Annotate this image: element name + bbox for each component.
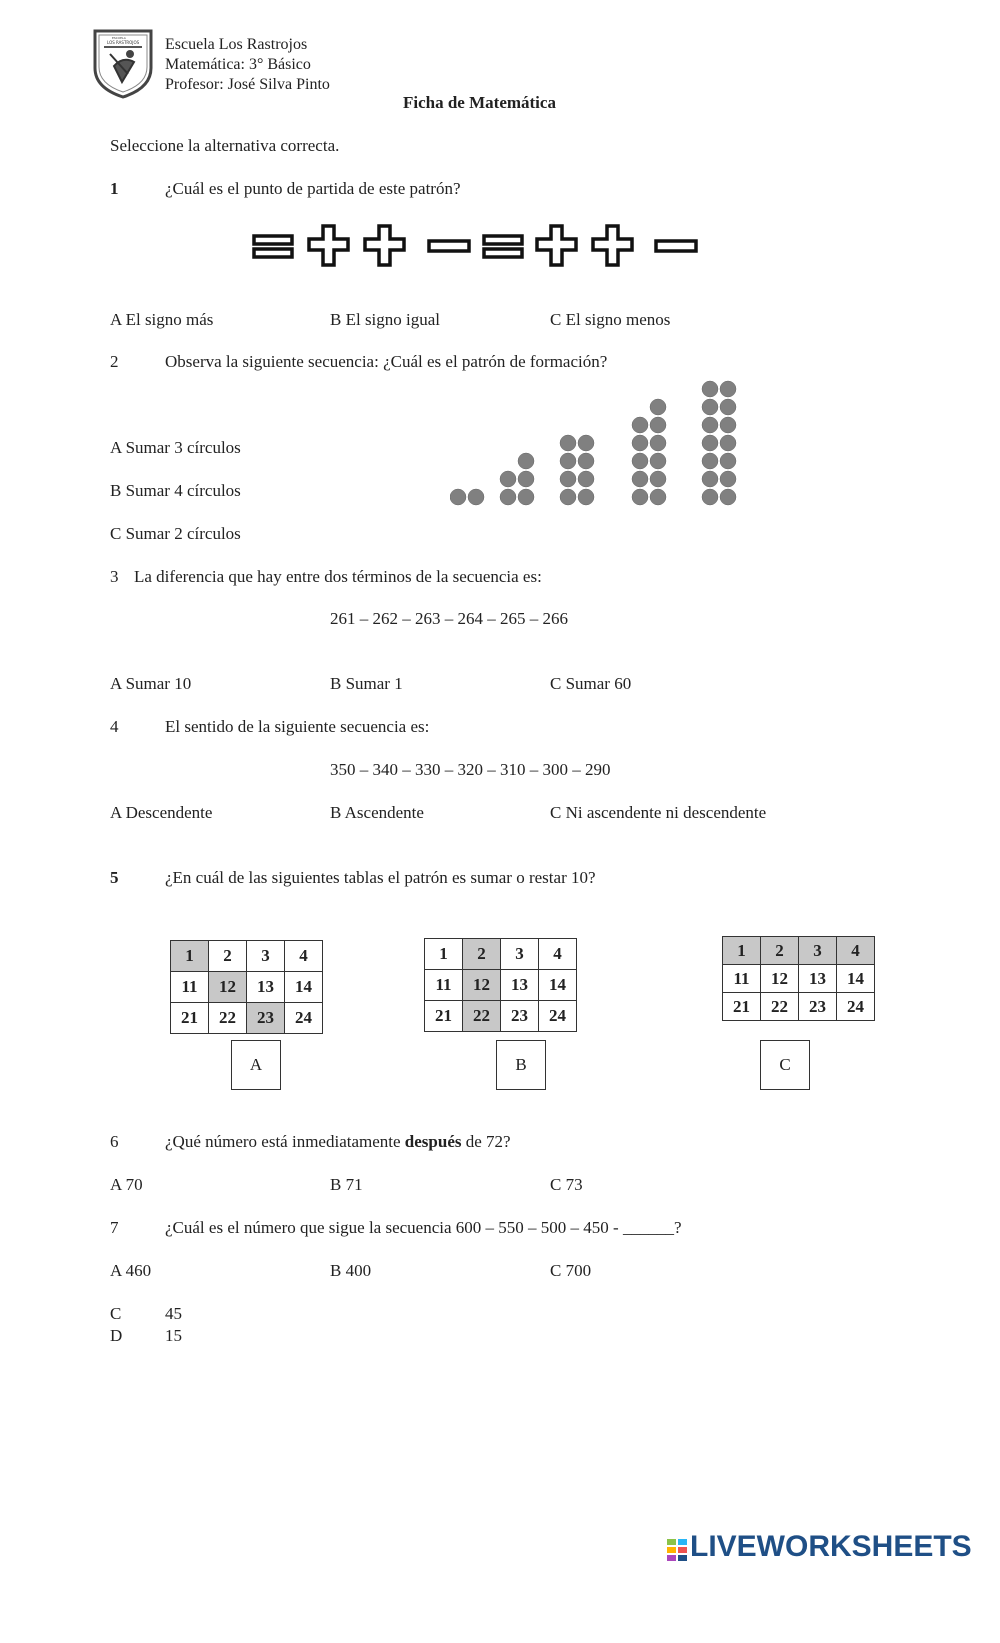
table-cell: 14: [539, 970, 577, 1001]
table-cell: 13: [799, 965, 837, 993]
dot: [578, 489, 594, 505]
table-cell: 2: [209, 941, 247, 972]
subject-line: Matemática: 3° Básico: [165, 56, 311, 73]
dot: [650, 399, 666, 415]
table-cell: 12: [761, 965, 799, 993]
q5-answer-box-a[interactable]: A: [231, 1040, 281, 1090]
q6-option-a[interactable]: A 70: [110, 1175, 143, 1194]
table-cell: 24: [539, 1001, 577, 1032]
school-name: Escuela Los Rastrojos: [165, 36, 308, 53]
dot: [702, 381, 718, 397]
dot: [632, 453, 648, 469]
table-cell: 2: [463, 939, 501, 970]
q7-option-a[interactable]: A 460: [110, 1261, 152, 1280]
table-cell: 22: [209, 1003, 247, 1034]
table-cell: 23: [799, 993, 837, 1021]
table-cell: 3: [247, 941, 285, 972]
q1-option-a[interactable]: A El signo más: [110, 310, 214, 329]
minus-sign-icon: [656, 241, 696, 251]
dot: [500, 489, 516, 505]
dot-group: [702, 381, 736, 505]
table-cell: 22: [463, 1001, 501, 1032]
plus-sign-icon: [309, 226, 348, 265]
q4-sequence: 350 – 340 – 330 – 320 – 310 – 300 – 290: [330, 760, 611, 779]
dot: [650, 453, 666, 469]
dot: [702, 489, 718, 505]
dot: [578, 453, 594, 469]
dot: [468, 489, 484, 505]
dot: [632, 471, 648, 487]
extra-letter-c: C: [110, 1304, 122, 1323]
footer-brand[interactable]: LIVEWORKSHEETS: [690, 1530, 972, 1563]
table-cell: 11: [171, 972, 209, 1003]
q1-sign-pattern: [250, 222, 700, 270]
table-cell: 11: [425, 970, 463, 1001]
plus-sign-icon: [537, 226, 576, 265]
q3-option-c[interactable]: C Sumar 60: [550, 674, 632, 693]
crest-text-top: ESCUELA: [112, 36, 126, 40]
table-cell: 4: [837, 937, 875, 965]
dot-group: [500, 453, 534, 505]
q6-text-after: de 72?: [461, 1132, 511, 1151]
q6-text: [165, 1132, 511, 1152]
dot: [632, 435, 648, 451]
q5-table-a: [170, 940, 323, 1034]
table-cell: 11: [723, 965, 761, 993]
table-cell: 12: [209, 972, 247, 1003]
q6-text-bold: después: [404, 1132, 462, 1151]
q7-number: 7: [110, 1218, 119, 1237]
crest-text: LOS RASTROJOS: [107, 40, 140, 45]
q3-sequence: 261 – 262 – 263 – 264 – 265 – 266: [330, 609, 568, 628]
q3-option-a[interactable]: A Sumar 10: [110, 674, 192, 693]
q5-answer-box-c[interactable]: C: [760, 1040, 810, 1090]
extra-value-c: 45: [165, 1304, 182, 1323]
q2-option-a[interactable]: A Sumar 3 círculos: [110, 438, 241, 457]
q2-option-c[interactable]: C Sumar 2 círculos: [110, 524, 241, 543]
table-cell: 21: [171, 1003, 209, 1034]
q2-number: 2: [110, 352, 119, 371]
table-cell: 1: [425, 939, 463, 970]
table-cell: 21: [723, 993, 761, 1021]
q1-option-b[interactable]: B El signo igual: [330, 310, 441, 329]
table-cell: 2: [761, 937, 799, 965]
table-cell: 22: [761, 993, 799, 1021]
dot: [650, 489, 666, 505]
q3-text: La diferencia que hay entre dos términos de la secuencia es:: [134, 567, 542, 586]
q6-option-b[interactable]: B 71: [330, 1175, 363, 1194]
table-cell: 12: [463, 970, 501, 1001]
q2-dot-sequence: [450, 380, 750, 515]
dot-group: [450, 489, 484, 505]
dot: [720, 435, 736, 451]
q1-text: ¿Cuál es el punto de partida de este patrón?: [165, 179, 461, 198]
table-cell: 24: [285, 1003, 323, 1034]
q4-option-b[interactable]: B Ascendente: [330, 803, 424, 822]
dot: [578, 435, 594, 451]
dot: [578, 471, 594, 487]
dot: [632, 489, 648, 505]
table-cell: 13: [247, 972, 285, 1003]
instructions: Seleccione la alternativa correcta.: [110, 136, 340, 155]
dot-group: [560, 435, 594, 505]
dot: [560, 471, 576, 487]
dot: [518, 453, 534, 469]
q2-text: Observa la siguiente secuencia: ¿Cuál es el patrón de formación?: [165, 352, 608, 371]
dot: [650, 417, 666, 433]
table-cell: 4: [285, 941, 323, 972]
table-cell: 3: [799, 937, 837, 965]
q7-option-b[interactable]: B 400: [330, 1261, 372, 1280]
dot: [702, 417, 718, 433]
dot: [650, 435, 666, 451]
dot: [518, 489, 534, 505]
dot: [560, 453, 576, 469]
q5-table-c: [722, 936, 875, 1021]
table-cell: 14: [285, 972, 323, 1003]
school-crest: [92, 28, 154, 100]
equals-sign-icon: [254, 236, 292, 257]
dot: [560, 435, 576, 451]
dot: [632, 417, 648, 433]
table-cell: 23: [501, 1001, 539, 1032]
dot: [702, 471, 718, 487]
table-cell: 24: [837, 993, 875, 1021]
q4-option-a[interactable]: A Descendente: [110, 803, 213, 822]
dot: [500, 471, 516, 487]
q2-option-b[interactable]: B Sumar 4 círculos: [110, 481, 241, 500]
q3-number: 3: [110, 567, 119, 586]
dot: [702, 435, 718, 451]
q7-option-c[interactable]: C 700: [550, 1261, 592, 1280]
q4-number: 4: [110, 717, 119, 736]
q7-text: ¿Cuál es el número que sigue la secuencia 600 – 550 – 500 – 450 - ______?: [165, 1218, 682, 1237]
dot: [650, 471, 666, 487]
plus-sign-icon: [593, 226, 632, 265]
q6-number: 6: [110, 1132, 119, 1151]
q3-option-b[interactable]: B Sumar 1: [330, 674, 403, 693]
q5-text: ¿En cuál de las siguientes tablas el patrón es sumar o restar 10?: [165, 868, 596, 887]
q4-text: El sentido de la siguiente secuencia es:: [165, 717, 430, 736]
q6-text-before: ¿Qué número está inmediatamente: [165, 1132, 405, 1151]
q5-answer-box-b[interactable]: B: [496, 1040, 546, 1090]
extra-value-d: 15: [165, 1326, 182, 1345]
dot: [450, 489, 466, 505]
dot: [720, 399, 736, 415]
table-cell: 14: [837, 965, 875, 993]
table-cell: 3: [501, 939, 539, 970]
dot: [518, 471, 534, 487]
table-cell: 4: [539, 939, 577, 970]
extra-letter-d: D: [110, 1326, 123, 1345]
minus-sign-icon: [429, 241, 469, 251]
q5-number: 5: [110, 868, 119, 887]
teacher-line: Profesor: José Silva Pinto: [165, 76, 330, 93]
table-cell: 23: [247, 1003, 285, 1034]
table-cell: 1: [723, 937, 761, 965]
table-cell: 21: [425, 1001, 463, 1032]
dot-group: [632, 399, 666, 505]
dot: [720, 381, 736, 397]
table-cell: 1: [171, 941, 209, 972]
q4-option-c[interactable]: C Ni ascendente ni descendente: [550, 803, 767, 822]
q6-option-c[interactable]: C 73: [550, 1175, 583, 1194]
q5-table-b: [424, 938, 577, 1032]
dot: [720, 453, 736, 469]
q1-option-c[interactable]: C El signo menos: [550, 310, 671, 329]
dot: [560, 489, 576, 505]
q1-number: 1: [110, 179, 119, 198]
dot: [720, 471, 736, 487]
page-title: Ficha de Matemática: [403, 93, 556, 112]
dot: [720, 489, 736, 505]
dot: [720, 417, 736, 433]
liveworksheets-logo-icon: [666, 1538, 688, 1562]
equals-sign-icon: [484, 236, 522, 257]
dot: [702, 453, 718, 469]
dot: [702, 399, 718, 415]
table-cell: 13: [501, 970, 539, 1001]
plus-sign-icon: [365, 226, 404, 265]
